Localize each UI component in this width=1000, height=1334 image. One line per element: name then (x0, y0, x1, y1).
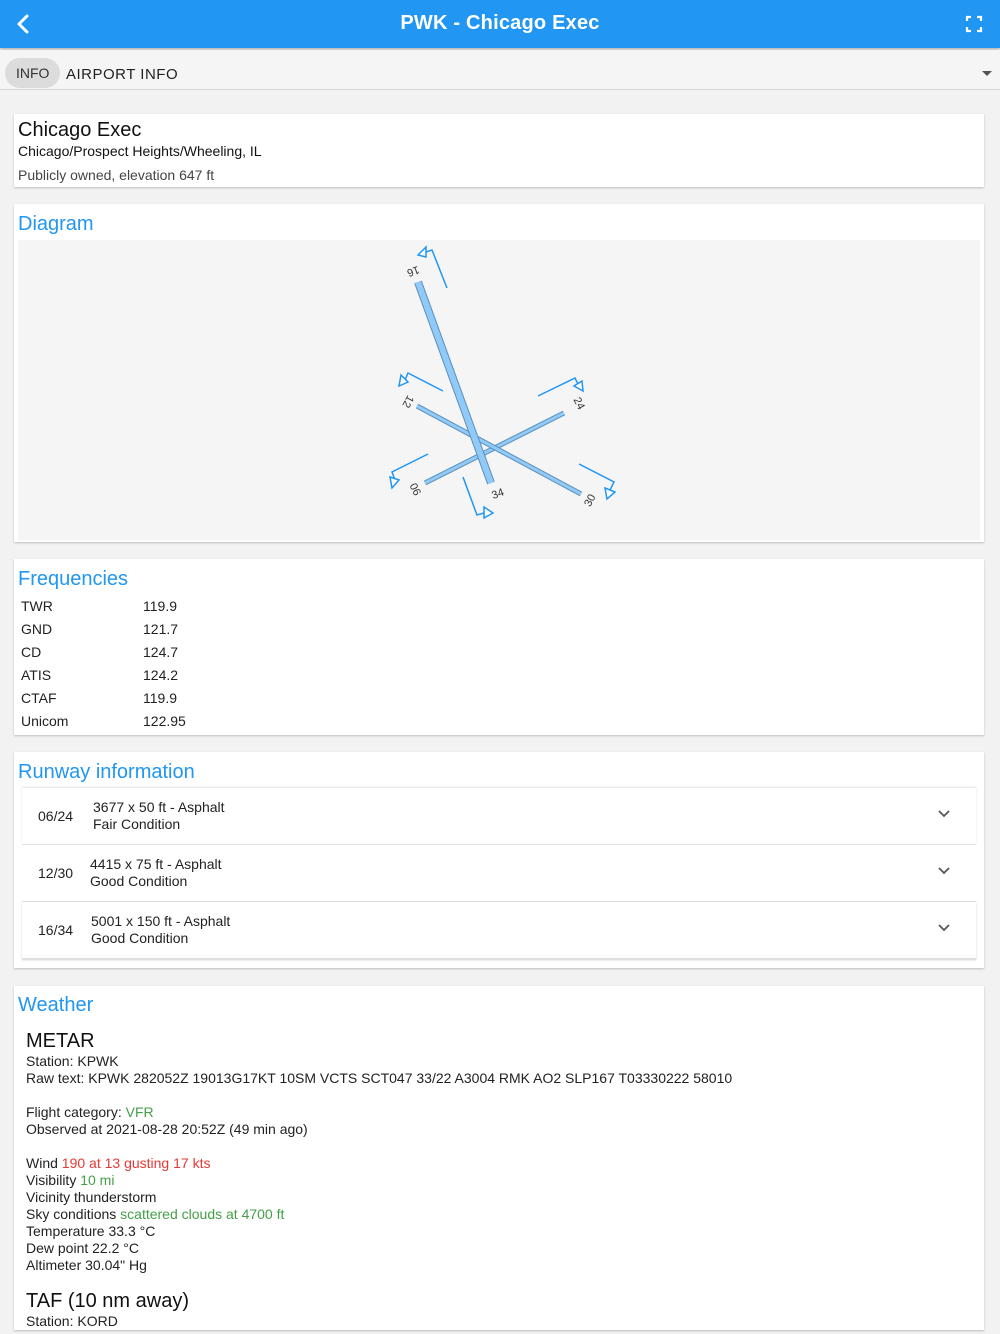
frequency-value: 124.7 (143, 644, 179, 660)
approach-arrow-24 (538, 378, 583, 396)
diagram-title: Diagram (18, 213, 94, 235)
frequency-value: 119.9 (143, 690, 177, 706)
weather-title: Weather (18, 994, 94, 1016)
runway-id: 16/34 (38, 922, 74, 938)
visibility-value: 10 mi (80, 1172, 115, 1188)
runway-id: 06/24 (38, 808, 74, 824)
taf-heading: TAF (10 nm away) (26, 1290, 189, 1312)
visibility (26, 1172, 114, 1188)
wind (26, 1155, 210, 1171)
frequency-name: GND (21, 621, 53, 637)
airport-card (14, 114, 984, 187)
weather-card (14, 986, 984, 1330)
approach-arrow-12 (399, 373, 443, 391)
wind-value: 190 at 13 gusting 17 kts (61, 1155, 211, 1171)
taf-station (26, 1313, 118, 1329)
runway-label-16: 16 (405, 263, 421, 279)
info-chip[interactable]: INFO (5, 58, 60, 88)
runway-list (14, 788, 984, 959)
runway-row-12-30[interactable] (22, 845, 976, 902)
raw-value: KPWK 282052Z 19013G17KT 10SM VCTS SCT047 33/22 A3004 RMK AO2 SLP167 T03330222 58010 (88, 1070, 733, 1086)
section-selector[interactable] (0, 50, 1000, 90)
frequency-name: CD (21, 644, 42, 660)
section-label[interactable]: AIRPORT INFO (66, 66, 179, 83)
station-value: KORD (77, 1313, 118, 1329)
runway-diagram (18, 240, 980, 540)
runway-dimensions: 4415 x 75 ft - Asphalt (90, 856, 222, 872)
frequency-value: 121.7 (143, 621, 179, 637)
chevron-down-icon[interactable] (938, 810, 950, 818)
runway-condition: Good Condition (91, 930, 189, 946)
airport-description: Publicly owned, elevation 647 ft (18, 167, 215, 183)
frequency-name: Unicom (21, 713, 69, 729)
diagram-card (14, 204, 984, 542)
runway-label-30: 30 (582, 492, 599, 509)
caret-down-icon[interactable] (981, 70, 993, 77)
sky-value: scattered clouds at 4700 ft (120, 1206, 285, 1222)
airport-city: Chicago/Prospect Heights/Wheeling, IL (18, 143, 262, 159)
runway-id: 12/30 (38, 865, 74, 881)
vicinity: Vicinity thunderstorm (26, 1189, 157, 1205)
runway-condition: Good Condition (90, 873, 188, 889)
runway-row-06-24[interactable] (22, 788, 976, 845)
runway-label-06: 06 (406, 481, 423, 498)
flight-category-value: VFR (125, 1104, 154, 1120)
frequency-value: 124.2 (143, 667, 179, 683)
runway-label-34: 34 (490, 486, 506, 502)
approach-arrow-30 (579, 464, 615, 499)
raw-label: Raw text: (26, 1070, 89, 1086)
fullscreen-icon (965, 15, 983, 33)
frequency-name: CTAF (21, 690, 57, 706)
approach-arrow-16 (418, 247, 447, 288)
temperature: Temperature 33.3 °C (26, 1223, 156, 1239)
flight-category (26, 1104, 154, 1120)
sky-conditions (26, 1206, 284, 1222)
airport-name: Chicago Exec (18, 119, 142, 141)
wind-label: Wind (26, 1155, 62, 1171)
observed-time: Observed at 2021-08-28 20:52Z (49 min ago) (26, 1121, 308, 1137)
runway-label-12: 12 (399, 393, 416, 410)
frequency-value: 119.9 (143, 598, 177, 614)
metar-station (26, 1053, 119, 1069)
metar-heading: METAR (26, 1030, 95, 1052)
runway-condition: Fair Condition (93, 816, 181, 832)
visibility-label: Visibility (26, 1172, 81, 1188)
frequency-name: TWR (21, 598, 53, 614)
frequency-value: 122.95 (143, 713, 186, 729)
airport-diagram (18, 240, 980, 540)
runways-card (14, 752, 984, 968)
station-value: KPWK (77, 1053, 119, 1069)
runways-title: Runway information (18, 761, 195, 783)
approach-arrow-06 (390, 454, 428, 488)
metar-raw-text (26, 1070, 732, 1086)
chevron-down-icon[interactable] (938, 867, 950, 875)
station-label: Station: (26, 1053, 78, 1069)
app-bar (0, 0, 1000, 48)
chevron-down-icon[interactable] (938, 924, 950, 932)
station-label: Station: (26, 1313, 78, 1329)
page-title: PWK - Chicago Exec (400, 12, 600, 34)
frequencies-title: Frequencies (18, 568, 129, 590)
fullscreen-button[interactable] (958, 8, 990, 40)
frequencies-card (14, 559, 984, 735)
dew-point: Dew point 22.2 °C (26, 1240, 139, 1256)
flight-category-label: Flight category: (26, 1104, 126, 1120)
altimeter: Altimeter 30.04" Hg (26, 1257, 147, 1273)
runway-dimensions: 5001 x 150 ft - Asphalt (91, 913, 231, 929)
frequency-name: ATIS (21, 667, 52, 683)
runway-label-24: 24 (570, 395, 587, 412)
runway-dimensions: 3677 x 50 ft - Asphalt (93, 799, 225, 815)
sky-label: Sky conditions (26, 1206, 121, 1222)
runway-row-16-34[interactable] (22, 902, 976, 959)
